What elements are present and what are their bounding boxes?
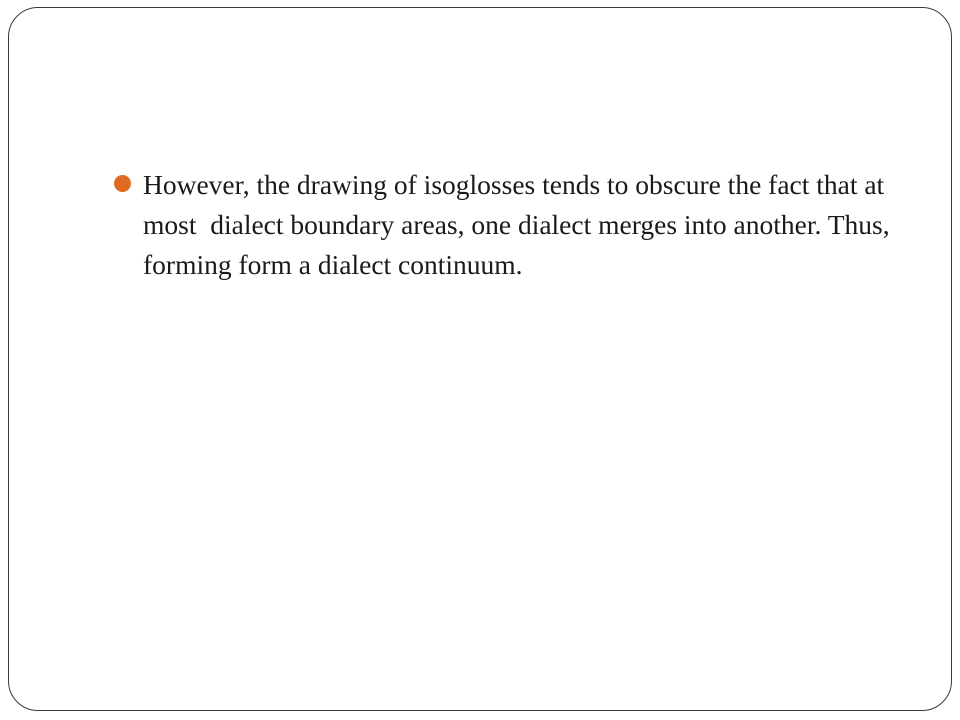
bullet-dot-icon — [114, 175, 131, 192]
bullet-item — [114, 165, 904, 285]
slide-content — [114, 165, 904, 285]
slide-frame — [8, 7, 952, 711]
bullet-text: However, the drawing of isoglosses tends to obscure the fact that at most dialect boundary areas, one dialect merges into another. Thus, forming form a dialect continuum. — [143, 169, 897, 280]
